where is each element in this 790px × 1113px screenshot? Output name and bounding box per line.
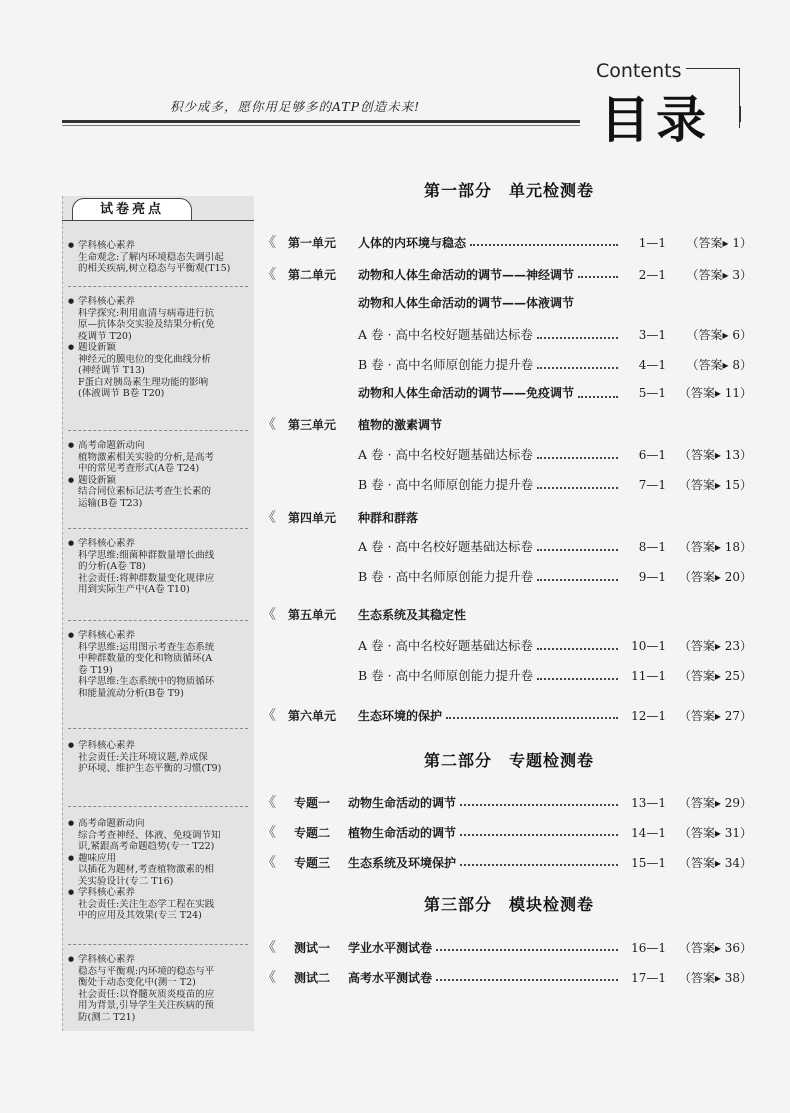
highlight-line-text: 题设新颖 [78, 474, 117, 486]
toc-answer-ref: （答案▸ 38） [678, 971, 752, 985]
toc-title: 动物生命活动的调节 [348, 796, 457, 810]
dot-leader [470, 244, 618, 246]
double-chevron-icon: 《 [262, 607, 276, 623]
highlight-line-text: 社会责任:关注环境议题,养成保 [78, 751, 208, 763]
highlight-line-text: 科学思维:生态系统中的物质循环 [78, 676, 215, 687]
part-title-2: 第二部分 专题检测卷 [423, 751, 594, 770]
toc-title: 人体的内环境与稳态 [358, 236, 467, 250]
toc-title: 生态系统及其稳定性 [358, 608, 467, 622]
dot-leader [537, 337, 618, 339]
highlight-separator [68, 944, 248, 945]
toc-answer-ref: （答案▸ 34） [678, 856, 752, 870]
highlight-line-text: 运输(B卷 T23) [78, 497, 143, 509]
toc-title: A 卷 · 高中名校好题基础达标卷 [358, 447, 533, 462]
dot-leader [436, 949, 618, 951]
toc-title: B 卷 · 高中名师原创能力提升卷 [358, 569, 534, 584]
highlight-group [68, 440, 252, 509]
highlight-separator [68, 620, 248, 621]
highlight-line-text: 学科核心素养 [78, 240, 136, 251]
toc-answer-ref: （答案▸ 20） [678, 570, 752, 584]
highlight-text [68, 573, 252, 585]
toc-answer-ref: （答案▸ 6） [686, 328, 752, 342]
highlight-text [68, 1000, 252, 1012]
highlight-heading [68, 475, 252, 487]
highlight-heading [68, 853, 252, 865]
highlight-text [68, 550, 252, 562]
toc-row[interactable] [262, 232, 752, 252]
part-title-1: 第一部分 单元检测卷 [423, 181, 594, 200]
bullet-icon: ● [68, 955, 75, 963]
highlight-line-text: 用到实际生产中(A卷 T10) [78, 584, 190, 595]
toc-unit-label: 专题二 [294, 826, 331, 840]
bullet-icon: ● [68, 441, 75, 449]
double-chevron-icon: 《 [262, 510, 276, 526]
double-chevron-icon: 《 [262, 417, 276, 433]
dot-leader [578, 396, 618, 398]
toc-unit-label: 专题三 [294, 856, 331, 870]
toc-row[interactable] [262, 355, 752, 375]
highlight-line-text: 识,紧跟高考命题趋势(专一 T22) [78, 841, 215, 852]
toc-answer-ref: （答案▸ 31） [678, 826, 752, 840]
toc-page-number: 1—1 [638, 236, 666, 250]
bullet-icon: ● [68, 631, 75, 639]
bullet-icon: ● [68, 241, 75, 249]
highlight-text [68, 752, 252, 764]
highlight-separator [68, 430, 248, 431]
toc-page-number: 4—1 [638, 358, 666, 372]
highlight-heading [68, 342, 252, 354]
toc-page-number: 13—1 [631, 796, 666, 810]
toc-page-number: 6—1 [638, 448, 666, 462]
highlight-heading [68, 887, 252, 899]
toc-row[interactable] [262, 507, 752, 527]
highlight-line-text: 中种群数量的变化和物质循环(A [78, 653, 213, 664]
highlight-line-text: 的相关疾病,树立稳态与平衡观(T15) [78, 263, 231, 274]
highlight-line-text: 以插花为题材,考查植物激素的相 [78, 864, 215, 875]
highlight-text [68, 331, 252, 343]
toc-page-number: 10—1 [631, 639, 666, 653]
highlight-line-text: 学科核心素养 [78, 296, 136, 307]
bullet-icon: ● [68, 888, 75, 896]
highlight-line-text: 和能量流动分析(B卷 T9) [78, 687, 184, 699]
highlight-line-text: 用为背景,引导学生关注疾病的预 [78, 1000, 215, 1011]
highlight-heading [68, 440, 252, 452]
highlight-text [68, 642, 252, 654]
bullet-icon: ● [68, 853, 75, 862]
toc-row[interactable] [262, 636, 752, 656]
toc-page-number: 5—1 [638, 386, 666, 400]
toc-answer-ref: （答案▸ 23） [678, 639, 752, 653]
highlight-text [68, 876, 252, 888]
highlight-text [68, 561, 252, 573]
toc-row[interactable] [262, 384, 752, 404]
highlight-text [68, 676, 252, 688]
toc-row[interactable] [262, 325, 752, 345]
toc-page-number: 12—1 [631, 709, 666, 723]
toc-answer-ref: （答案▸ 25） [678, 669, 752, 683]
highlight-line-text: 中的常见考查形式(A卷 T24) [78, 463, 200, 474]
highlights-title-rule [62, 220, 254, 221]
toc-unit-label: 测试一 [294, 941, 331, 955]
toc-title: A 卷 · 高中名校好题基础达标卷 [358, 638, 533, 653]
highlight-line-text: 衡处于动态变化中(测一 T2) [78, 977, 196, 988]
highlight-text [68, 977, 252, 989]
highlight-group [68, 954, 252, 1023]
highlight-line-text: 综合考查神经、体液、免疫调节知 [78, 829, 221, 841]
double-chevron-icon: 《 [262, 708, 276, 724]
toc-page-number: 16—1 [631, 941, 666, 955]
highlight-text [68, 653, 252, 665]
highlight-text [68, 452, 252, 464]
dot-leader [460, 834, 618, 836]
corner-bracket-decoration [686, 68, 740, 128]
highlight-line-text: 疫调节 T20) [78, 330, 132, 342]
double-chevron-icon: 《 [262, 855, 276, 871]
double-chevron-icon: 《 [262, 940, 276, 956]
dot-leader [537, 457, 618, 459]
highlight-heading [68, 630, 252, 642]
highlight-group [68, 240, 252, 275]
highlight-text [68, 966, 252, 978]
toc-row[interactable] [262, 414, 752, 434]
highlight-group [68, 296, 252, 400]
toc-row[interactable] [262, 937, 752, 957]
bullet-icon: ● [68, 741, 75, 749]
dot-leader [537, 549, 618, 551]
highlight-text [68, 377, 252, 389]
corner-bracket-tail [740, 106, 741, 122]
toc-unit-label: 第一单元 [288, 236, 337, 250]
highlight-line-text: 植物激素相关实验的分析,是高考 [78, 451, 215, 463]
highlight-text [68, 308, 252, 320]
bullet-icon: ● [68, 539, 75, 547]
toc-row[interactable] [262, 537, 752, 557]
toc-answer-ref: （答案▸ 1） [686, 236, 752, 250]
toc-answer-ref: （答案▸ 3） [686, 268, 752, 282]
highlight-line-text: 社会责任:将种群数量变化规律应 [78, 572, 215, 584]
bullet-icon: ● [68, 297, 75, 305]
header-motto: 积少成多，愿你用足够多的ATP创造未来! [170, 99, 421, 114]
toc-row[interactable] [262, 294, 752, 314]
highlight-group [68, 818, 252, 922]
toc-unit-label: 第五单元 [288, 608, 337, 622]
highlight-text [68, 688, 252, 700]
highlight-line-text: 科学思维:运用图示考查生态系统 [78, 641, 215, 653]
highlight-text [68, 830, 252, 842]
highlight-line-text: 稳态与平衡观:内环境的稳态与平 [78, 965, 215, 977]
toc-title: 植物的激素调节 [358, 418, 443, 432]
highlight-text [68, 463, 252, 475]
highlight-line-text: 神经元的膜电位的变化曲线分析 [78, 353, 212, 365]
dot-leader [537, 678, 618, 680]
toc-answer-ref: （答案▸ 13） [678, 448, 752, 462]
toc-title: 动物和人体生命活动的调节——神经调节 [358, 268, 575, 282]
highlight-text [68, 365, 252, 377]
toc-row[interactable] [262, 792, 752, 812]
double-chevron-icon: 《 [262, 795, 276, 811]
toc-title: 生态环境的保护 [358, 709, 443, 723]
highlight-separator [68, 806, 248, 807]
toc-page-number: 3—1 [638, 328, 666, 342]
toc-title: A 卷 · 高中名校好题基础达标卷 [358, 539, 533, 554]
bullet-icon: ● [68, 343, 75, 351]
highlight-heading [68, 240, 252, 252]
highlight-separator [68, 528, 248, 529]
highlight-line-text: 关实验设计(专二 T16) [78, 875, 174, 887]
double-chevron-icon: 《 [262, 235, 276, 251]
highlight-line-text: 卷 T19) [78, 664, 113, 676]
highlight-line-text: 原—抗体杂交实验及结果分析(免 [78, 319, 215, 330]
dot-leader [537, 648, 618, 650]
toc-page-number: 11—1 [631, 669, 666, 683]
toc-title: 植物生命活动的调节 [348, 826, 457, 840]
highlight-group [68, 740, 252, 775]
highlight-text [68, 319, 252, 331]
highlight-group [68, 538, 252, 596]
toc-row[interactable] [262, 852, 752, 872]
highlight-line-text: 中的应用及其效果(专三 T24) [78, 910, 202, 921]
contents-title-zh: 目录 [600, 91, 712, 149]
highlight-line-text: 科学探究:利用血清与病毒进行抗 [78, 307, 215, 319]
double-chevron-icon: 《 [262, 970, 276, 986]
toc-title: 生态系统及环境保护 [348, 856, 457, 870]
highlight-line-text: 题设新颖 [78, 342, 117, 353]
toc-title: B 卷 · 高中名师原创能力提升卷 [358, 668, 534, 683]
highlight-text [68, 665, 252, 677]
highlight-line-text: 高考命题新动向 [78, 440, 145, 451]
bullet-icon: ● [68, 475, 75, 484]
toc-row[interactable] [262, 264, 752, 284]
highlight-text [68, 263, 252, 275]
highlight-text [68, 354, 252, 366]
highlight-text [68, 388, 252, 400]
toc-page-number: 15—1 [631, 856, 666, 870]
toc-row[interactable] [262, 567, 752, 587]
highlight-line-text: 学科核心素养 [78, 630, 136, 641]
double-chevron-icon: 《 [262, 267, 276, 283]
dot-leader [446, 717, 618, 719]
highlight-heading [68, 740, 252, 752]
dot-leader [537, 487, 618, 489]
highlight-text [68, 899, 252, 911]
toc-unit-label: 第四单元 [288, 511, 337, 525]
toc-answer-ref: （答案▸ 15） [678, 478, 752, 492]
dot-leader [460, 864, 618, 866]
highlight-line-text: 科学思维:细菌种群数量增长曲线 [78, 549, 215, 561]
toc-title: 学业水平测试卷 [348, 941, 433, 955]
highlight-line-text: 高考命题新动向 [78, 818, 145, 829]
highlight-text [68, 486, 252, 498]
toc-unit-label: 专题一 [294, 796, 331, 810]
toc-answer-ref: （答案▸ 27） [678, 709, 752, 723]
contents-title-en: Contents [596, 60, 682, 82]
highlight-heading [68, 954, 252, 966]
highlight-line-text: 社会责任:以脊髓灰质炎疫苗的应 [78, 988, 215, 1000]
highlight-text [68, 498, 252, 510]
toc-row[interactable] [262, 967, 752, 987]
toc-title: 种群和群落 [358, 511, 419, 525]
toc-page-number: 9—1 [638, 570, 666, 584]
toc-title: 高考水平测试卷 [348, 971, 433, 985]
highlight-line-text: 学科核心素养 [78, 740, 136, 751]
toc-answer-ref: （答案▸ 11） [678, 386, 752, 400]
toc-answer-ref: （答案▸ 8） [686, 358, 752, 372]
toc-row[interactable] [262, 475, 752, 495]
highlight-line-text: 护环境、维护生态平衡的习惯(T9) [78, 763, 222, 774]
highlight-line-text: F蛋白对胰岛素生理功能的影响 [78, 376, 209, 388]
toc-unit-label: 第六单元 [288, 709, 337, 723]
dot-leader [578, 276, 618, 278]
bullet-icon: ● [68, 819, 75, 827]
toc-answer-ref: （答案▸ 29） [678, 796, 752, 810]
highlight-line-text: 结合同位素标记法考查生长素的 [78, 486, 212, 497]
highlight-text [68, 1012, 252, 1024]
highlight-text [68, 989, 252, 1001]
highlight-text [68, 584, 252, 596]
toc-row[interactable] [262, 705, 752, 725]
highlight-text [68, 841, 252, 853]
toc-page-number: 7—1 [638, 478, 666, 492]
toc-page-number: 17—1 [631, 971, 666, 985]
highlight-line-text: (体液调节 B卷 T20) [78, 388, 165, 399]
highlight-line-text: 的分析(A卷 T8) [78, 561, 146, 572]
highlight-text [68, 763, 252, 775]
toc-row[interactable] [262, 604, 752, 624]
toc-unit-label: 测试二 [294, 971, 331, 985]
toc-answer-ref: （答案▸ 18） [678, 540, 752, 554]
toc-page-number: 14—1 [631, 826, 666, 840]
highlight-line-text: (神经调节 T13) [78, 365, 145, 376]
highlight-line-text: 学科核心素养 [78, 538, 136, 549]
highlight-text [68, 252, 252, 264]
toc-row[interactable] [262, 666, 752, 686]
toc-answer-ref: （答案▸ 36） [678, 941, 752, 955]
highlight-line-text: 趣味应用 [78, 852, 117, 864]
highlight-heading [68, 296, 252, 308]
highlight-line-text: 防(测二 T21) [78, 1011, 136, 1023]
highlight-text [68, 864, 252, 876]
toc-title: 动物和人体生命活动的调节——体液调节 [358, 296, 575, 310]
highlight-line-text: 社会责任:关注生态学工程在实践 [78, 898, 215, 910]
highlight-separator [68, 728, 248, 729]
highlight-line-text: 学科核心素养 [78, 954, 136, 965]
toc-title: B 卷 · 高中名师原创能力提升卷 [358, 357, 534, 372]
dot-leader [460, 804, 618, 806]
highlight-line-text: 生命观念:了解内环境稳态失调引起 [78, 251, 224, 263]
highlight-heading [68, 538, 252, 550]
toc-page-number: 8—1 [638, 540, 666, 554]
toc-page-number: 2—1 [638, 268, 666, 282]
header-rule-thin [62, 125, 580, 126]
highlight-text [68, 910, 252, 922]
toc-title: 动物和人体生命活动的调节——免疫调节 [358, 386, 575, 400]
dot-leader [436, 979, 618, 981]
double-chevron-icon: 《 [262, 825, 276, 841]
toc-title: A 卷 · 高中名校好题基础达标卷 [358, 327, 533, 342]
highlight-line-text: 学科核心素养 [78, 887, 136, 898]
header-rule [62, 120, 580, 123]
toc-title: B 卷 · 高中名师原创能力提升卷 [358, 477, 534, 492]
toc-row[interactable] [262, 822, 752, 842]
dot-leader [537, 579, 618, 581]
part-title-3: 第三部分 模块检测卷 [423, 895, 594, 914]
toc-row[interactable] [262, 445, 752, 465]
highlight-heading [68, 818, 252, 830]
toc-unit-label: 第三单元 [288, 418, 337, 432]
highlight-separator [68, 286, 248, 287]
highlight-group [68, 630, 252, 699]
dot-leader [537, 367, 618, 369]
toc-unit-label: 第二单元 [288, 268, 337, 282]
highlights-title: 试卷亮点 [72, 198, 192, 221]
